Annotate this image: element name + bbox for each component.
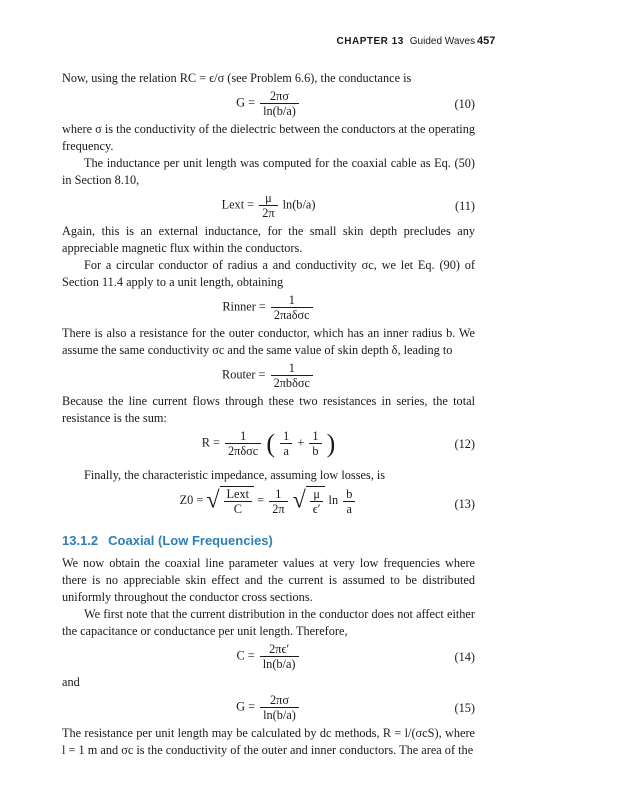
section-number: 13.1.2 (62, 533, 99, 548)
chapter-title: Guided Waves (409, 36, 475, 47)
fraction: $\frac{1}{\text{2πδσc}}$ (225, 429, 261, 458)
equation-number: (15) (454, 701, 475, 715)
equation-number: (12) (454, 437, 475, 451)
equation-12 (62, 427, 475, 467)
equation-number: (11) (454, 199, 475, 213)
paragraph: The inductance per unit length was computed for the coaxial cable as Eq. (50) in Section 8.10, (62, 156, 475, 187)
equation-14 (62, 640, 475, 674)
chapter-label: CHAPTER 13 (336, 36, 404, 47)
equation-number: (13) (454, 497, 475, 511)
fraction: $\frac{1}{\text{2πaδσc}}$ (271, 293, 313, 322)
fraction: $\frac{1}{2\pi}$ (269, 487, 287, 516)
running-header (337, 36, 475, 47)
sqrt-symbol: √ (206, 487, 220, 514)
fraction: $\frac{\text{Lext}}{C}$ (224, 487, 253, 516)
equation-number: (10) (454, 97, 475, 111)
eq-tail: ln(b/a) (282, 197, 316, 212)
paragraph: There is also a resistance for the outer conductor, which has an inner radius b. We assume the same conductivity σc and the same value of skin depth δ, leading to (62, 326, 475, 357)
paragraph: The resistance per unit length may be calculated by dc methods, R = l/(σcS), where l = 1 m and σc is the conductivity of the outer and inner conductors. The area of the (62, 726, 475, 757)
equals-sign: = (257, 492, 265, 507)
fraction: $\frac{1}{a}$ (280, 429, 292, 458)
eq-lhs: G = (236, 699, 256, 714)
fraction: $\frac{2\pi\sigma}{\ln(b/a)}$ (260, 89, 299, 118)
paragraph: and (62, 675, 80, 689)
eq-lhs: Rinner = (222, 299, 266, 314)
equation-number: (14) (454, 650, 475, 664)
equation-11 (62, 189, 475, 223)
right-paren: ) (326, 429, 336, 458)
eq-lhs: Z0 = (179, 492, 204, 507)
equation-10 (62, 87, 475, 121)
fraction: $\frac{2\pi\sigma}{\ln(b/a)}$ (260, 693, 299, 722)
paragraph: Finally, the characteristic impedance, assuming low losses, is (84, 468, 386, 482)
page-number: 457 (477, 35, 496, 47)
ln-operator: ln (328, 492, 339, 507)
section-heading (62, 532, 475, 549)
eq-lhs: Lext = (221, 197, 255, 212)
equation-router (62, 359, 475, 393)
paragraph: where σ is the conductivity of the dielectric between the conductors at the operating frequency. (62, 122, 475, 153)
radical (220, 486, 255, 516)
fraction: $\frac{b}{a}$ (343, 487, 355, 516)
equation-rinner (62, 291, 475, 325)
eq-lhs: C = (236, 648, 255, 663)
section-title: Coaxial (Low Frequencies) (108, 533, 273, 548)
fraction: $\frac{2\pi\epsilon'}{\ln(b/a)}$ (260, 642, 299, 671)
equation-13 (62, 484, 475, 526)
fraction: $\frac{1}{b}$ (309, 429, 321, 458)
fraction: $\frac{\mu}{2\pi}$ (259, 191, 277, 220)
paragraph: Because the line current flows through these two resistances in series, the total resistance is the sum: (62, 394, 475, 425)
fraction: $\frac{1}{\text{2πbδσc}}$ (271, 361, 313, 390)
paragraph: We first note that the current distribution in the conductor does not affect either the capacitance or conductance per unit length. Therefore, (62, 607, 475, 638)
eq-lhs: Router = (222, 367, 266, 382)
eq-lhs: G = (236, 95, 256, 110)
eq-lhs: R = (201, 435, 220, 450)
plus-sign: + (297, 435, 305, 450)
paragraph: We now obtain the coaxial line parameter values at very low frequencies where there is no appreciable skin effect and the current is assumed to be distributed uniformly throughout the conductor cross sections. (62, 556, 475, 604)
sqrt-symbol: √ (292, 487, 306, 514)
paragraph: Again, this is an external inductance, for the small skin depth precludes any appreciable magnetic flux within the conductors. (62, 224, 475, 255)
fraction: $\frac{\mu}{\epsilon'}$ (310, 487, 324, 516)
left-paren: ( (266, 429, 276, 458)
page-body (62, 70, 475, 759)
equation-15 (62, 691, 475, 725)
paragraph: Now, using the relation RC = ϵ/σ (see Problem 6.6), the conductance is (62, 71, 412, 85)
radical (306, 486, 326, 516)
paragraph: For a circular conductor of radius a and conductivity σc, we let Eq. (90) of Section 11.4 apply to a unit length, obtaining (62, 258, 475, 289)
